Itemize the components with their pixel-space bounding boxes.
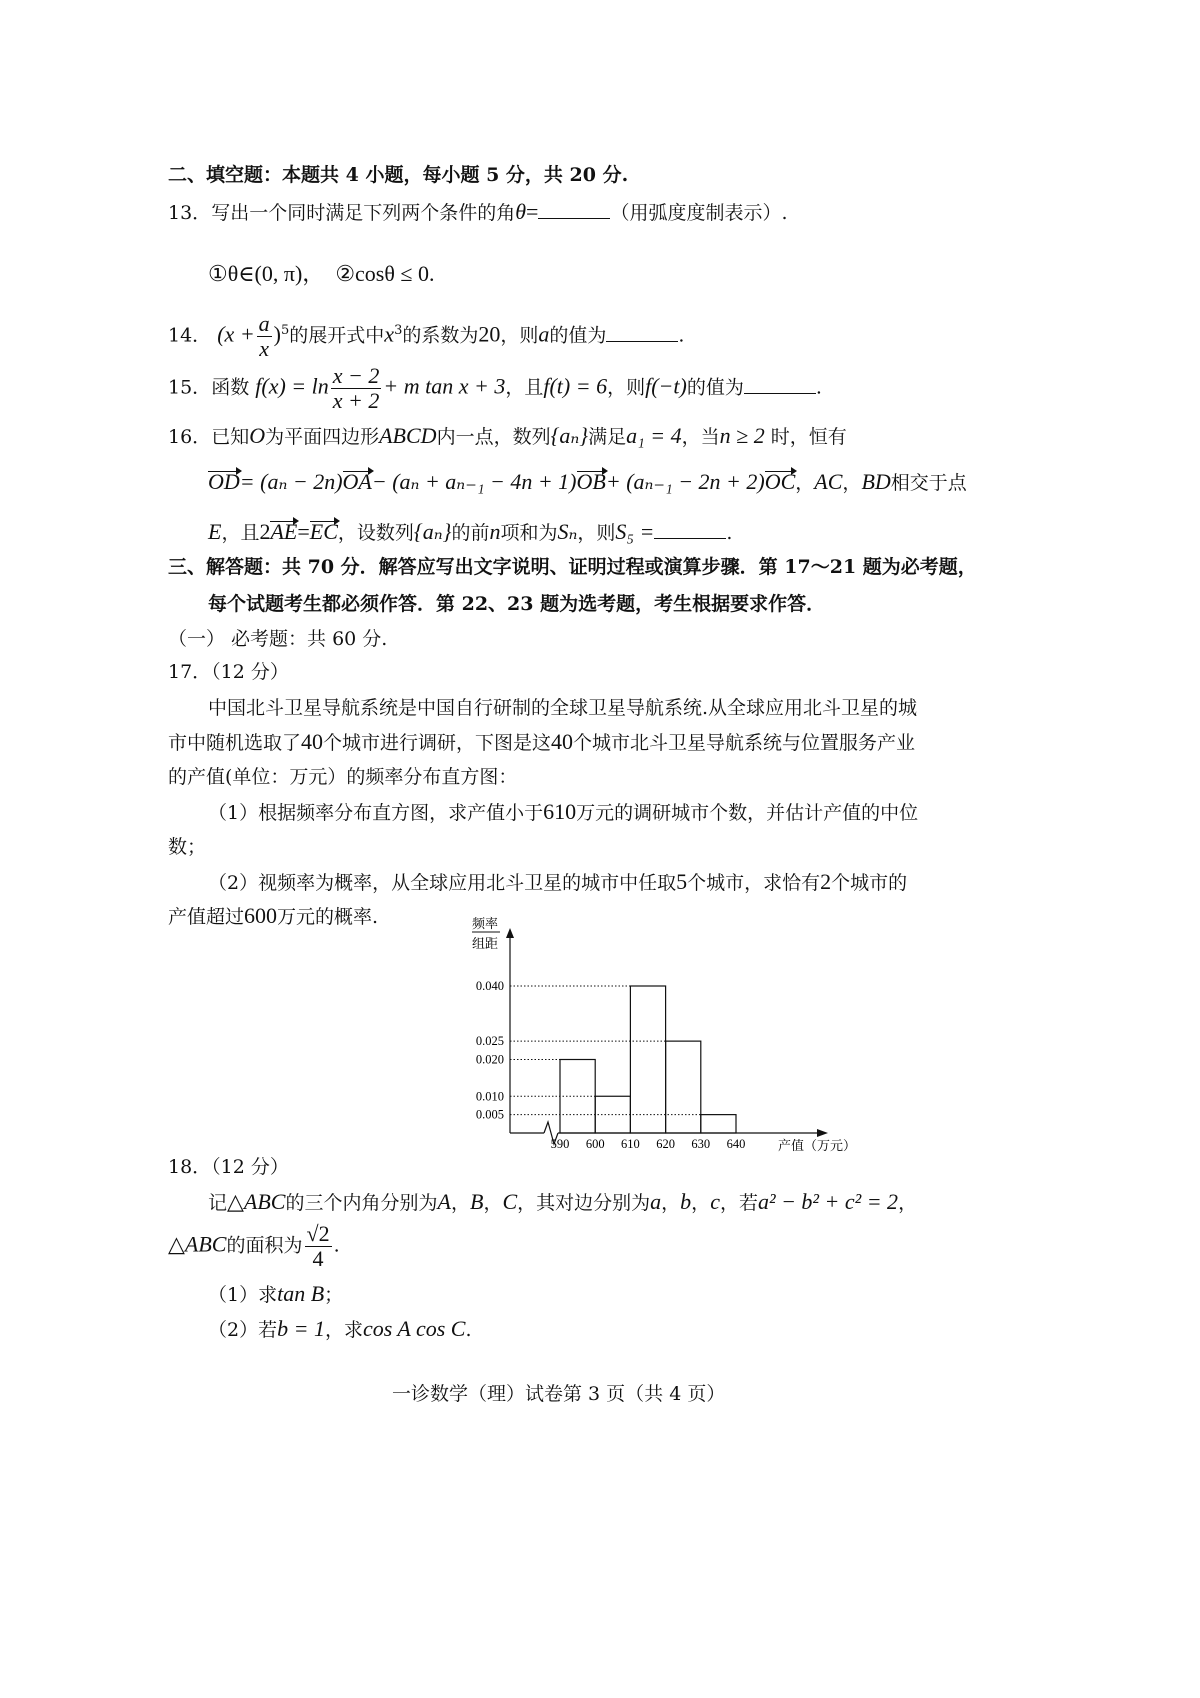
y-tick-label: 0.040: [475, 979, 504, 993]
question-16-line-3: E，且2AE=EC，设数列{aₙ}的前n项和为Sₙ，则S₅ = .: [208, 519, 733, 544]
answer-blank: [744, 373, 816, 394]
x-tick-label: 590: [550, 1137, 570, 1151]
question-number: 13．: [168, 202, 212, 224]
section-2-heading: 二、填空题：本题共 4 小题，每小题 5 分，共 20 分.: [168, 164, 629, 186]
question-18-subq-1: （1）求tan B；: [208, 1281, 344, 1306]
answer-blank: [606, 321, 678, 342]
section-3-heading: 三、解答题：共 70 分．解答应写出文字说明、证明过程或演算步骤．第 17～21 题为必考题，: [168, 556, 977, 578]
y-tick-label: 0.020: [475, 1052, 504, 1067]
question-18-line-1: 记△ABC的三个内角分别为A，B，C，其对边分别为a，b，c，若a² − b² + c² = 2，: [208, 1189, 918, 1214]
question-17-subq-2: （2）视频率为概率，从全球应用北斗卫星的城市中任取5个城市，求恰有2个城市的: [208, 869, 908, 894]
question-number: 16．: [168, 426, 212, 448]
question-17-subq-1: （1）根据频率分布直方图，求产值小于610万元的调研城市个数，并估计产值的中位: [208, 799, 919, 824]
frequency-histogram: [460, 908, 880, 1160]
histogram-bar: [630, 986, 665, 1133]
x-tick-label: 640: [726, 1137, 746, 1151]
question-17-para-line-2: 市中随机选取了40个城市进行调研，下图是这40个城市北斗卫星导航系统与位置服务产业: [168, 729, 916, 754]
x-tick-label: 620: [656, 1137, 675, 1151]
question-15: 15．函数 f(x) = ln $\frac{x - 2}{x + 2}$ + m tan x + 3，且f(t) = 6，则f(−t)的值为 .: [168, 363, 822, 413]
y-tick-label: 0.010: [475, 1089, 504, 1104]
y-axis-label-bottom: 组距: [472, 936, 499, 951]
section-3-heading-cont: 每个试题考生都必须作答．第 22、23 题为选考题，考生根据要求作答．: [208, 593, 826, 615]
x-tick-label: 630: [691, 1137, 711, 1151]
question-17-number: 17．（12 分）: [168, 661, 289, 683]
question-13-conditions: ①θ∈(0, π)， ②cosθ ≤ 0.: [208, 261, 435, 286]
question-18-line-2: △ABC的面积为 $\frac{√2}{4}$ .: [168, 1221, 340, 1271]
question-17-subq-2-cont: 产值超过600万元的概率.: [168, 903, 379, 928]
y-tick-label: 0.005: [475, 1107, 504, 1122]
histogram-bar: [666, 1041, 701, 1133]
question-14: 14． (x + $\frac{a}{x}$ )$^5$的展开式中$x^3$的系数为20，则a的值为 .: [168, 311, 685, 361]
x-tick-label: 610: [621, 1137, 640, 1151]
answer-blank: [654, 518, 726, 539]
question-16-line-1: 16．已知O为平面四边形ABCD内一点，数列{aₙ}满足a₁ = 4，当n ≥ 2 时，恒有: [168, 423, 847, 448]
x-axis-label: 产值（万元）: [778, 1138, 857, 1153]
question-16-line-2: OD= (aₙ − 2n)OA− (aₙ + aₙ₋₁ − 4n + 1)OB+ (aₙ₋₁ − 2n + 2)OC，AC，BD相交于点: [208, 469, 967, 494]
question-17-para-line-1: 中国北斗卫星导航系统是中国自行研制的全球卫星导航系统.从全球应用北斗卫星的城: [208, 697, 918, 719]
page-footer: 一诊数学（理）试卷第 3 页（共 4 页）: [392, 1383, 726, 1405]
part-1-heading: （一） 必考题：共 60 分.: [168, 628, 388, 650]
question-number: 14．: [168, 324, 212, 347]
y-tick-label: 0.025: [475, 1034, 504, 1049]
question-17-subq-1-cont: 数；: [168, 836, 207, 858]
x-tick-label: 600: [585, 1137, 605, 1151]
y-axis-label-top: 频率: [472, 916, 499, 931]
question-13: 13．写出一个同时满足下列两个条件的角θ= （用弧度度制表示）.: [168, 199, 788, 224]
y-axis-arrow: [506, 928, 514, 938]
question-17-para-line-3: 的产值(单位：万元）的频率分布直方图：: [168, 766, 518, 788]
x-axis-arrow: [817, 1129, 828, 1137]
answer-blank: [538, 198, 610, 219]
question-18-subq-2: （2）若b = 1，求cos A cos C.: [208, 1316, 472, 1341]
question-18-number: 18．（12 分）: [168, 1156, 289, 1178]
question-number: 15．: [168, 376, 212, 399]
histogram-bar: [701, 1115, 736, 1133]
